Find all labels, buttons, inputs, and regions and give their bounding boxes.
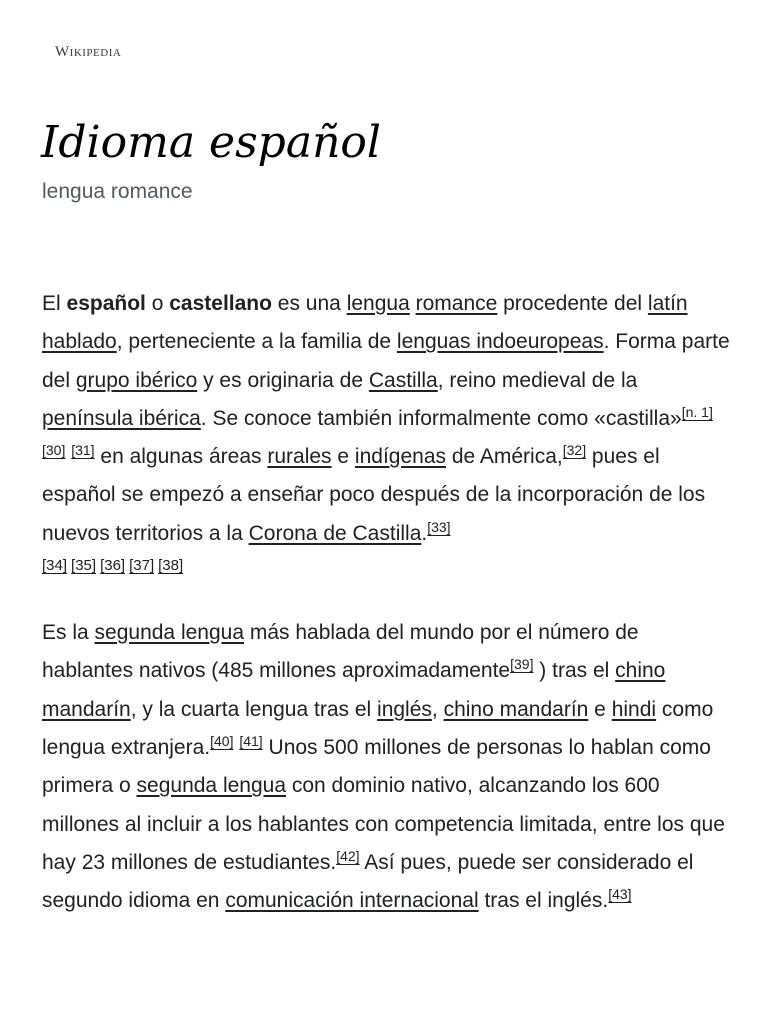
text: Unos 500 millones de personas lo hablan como primera o [42, 735, 711, 798]
text: . Se conoce también informalmente como «castilla» [200, 406, 682, 430]
reference-41[interactable] [239, 733, 262, 749]
reference-37[interactable]: [37] [129, 557, 155, 575]
reference-32[interactable] [563, 442, 586, 458]
text: . [421, 521, 428, 545]
article-body [42, 285, 732, 957]
bold-term-espanol: español [66, 292, 146, 315]
link-indigenas[interactable]: indígenas [354, 445, 446, 469]
link-romance[interactable]: romance [415, 292, 498, 315]
link-rurales[interactable]: rurales [267, 445, 332, 469]
text: en algunas áreas [94, 445, 268, 469]
link-latin-hablado[interactable]: latín hablado [42, 292, 688, 354]
paragraph-2 [42, 614, 732, 920]
link-segunda-lengua-2[interactable]: segunda lengua [136, 774, 287, 798]
text: . Forma parte del [42, 330, 730, 392]
text: e [588, 697, 612, 721]
text: Así pues, puede ser considerado el segundo idioma en [42, 850, 694, 913]
text: de América, [446, 445, 563, 469]
text: tras el inglés. [478, 889, 609, 913]
reference-33[interactable] [427, 519, 450, 535]
trailing-references [42, 555, 732, 577]
link-castilla[interactable]: Castilla [368, 368, 438, 392]
reference-link[interactable]: [39] [510, 656, 534, 673]
text: , perteneciente a la familia de [116, 330, 397, 354]
text: pues el español se empezó a enseñar poco después de la incorporación de los nuevos territorios a la [42, 445, 706, 545]
text: , [431, 697, 444, 721]
reference-link[interactable]: [30] [42, 442, 66, 459]
link-ingles[interactable]: inglés [377, 697, 432, 721]
reference-42[interactable] [336, 848, 359, 864]
reference-link[interactable]: [42] [336, 847, 360, 864]
text: El [42, 292, 67, 315]
reference-link[interactable]: [31] [71, 442, 95, 459]
reference-link[interactable]: [33] [427, 518, 451, 535]
link-chino-mandarin-2[interactable]: chino mandarín [443, 697, 589, 721]
text: e [331, 445, 355, 469]
link-peninsula-iberica[interactable]: península ibérica [42, 406, 201, 430]
reference-link[interactable]: [43] [608, 886, 632, 903]
text: es una [271, 292, 347, 315]
text: como lengua extranjera. [42, 697, 714, 759]
link-lenguas-indoeuropeas[interactable]: lenguas indoeuropeas [396, 330, 604, 354]
text: más hablada del mundo por el número de hablantes nativos (485 millones aproximadamente [42, 621, 639, 683]
link-grupo-iberico[interactable]: grupo ibérico [75, 368, 198, 392]
reference-43[interactable] [608, 886, 631, 902]
text: , reino medieval de la [437, 368, 638, 392]
reference-31[interactable] [71, 442, 94, 458]
link-corona-de-castilla[interactable]: Corona de Castilla [248, 521, 422, 545]
reference-38[interactable]: [38] [158, 557, 184, 575]
reference-39[interactable] [510, 656, 533, 672]
text: Es la [42, 621, 95, 645]
text: con dominio nativo, alcanzando los 600 millones al incluir a los hablantes con competencia limitada, entre los que hay 23 millones de estudiantes. [42, 774, 725, 874]
link-hindi[interactable]: hindi [611, 697, 657, 721]
link-comunicacion-internacional[interactable]: comunicación internacional [225, 889, 479, 913]
reference-link[interactable]: [32] [562, 442, 587, 459]
reference-link[interactable]: [n. 1] [681, 403, 713, 420]
paragraph-1 [42, 285, 732, 577]
bold-term-castellano: castellano [169, 292, 272, 315]
text: ) tras el [533, 659, 616, 683]
page-subtitle: lengua romance [42, 180, 193, 203]
page-title: Idioma español [41, 117, 381, 168]
wikipedia-wordmark[interactable]: Wikipedia [55, 44, 122, 60]
reference-35[interactable]: [35] [71, 557, 97, 575]
text: y es originaria de [197, 368, 369, 392]
reference-36[interactable]: [36] [100, 557, 126, 575]
reference-note-1[interactable] [682, 404, 713, 420]
text: , y la cuarta lengua tras el [130, 697, 378, 721]
reference-link[interactable]: [41] [239, 732, 263, 749]
text: o [145, 292, 170, 315]
reference-link[interactable]: [40] [210, 732, 234, 749]
link-segunda-lengua[interactable]: segunda lengua [94, 621, 245, 645]
reference-34[interactable]: [34] [42, 557, 68, 575]
link-lengua[interactable]: lengua [346, 292, 410, 315]
text: procedente del [497, 292, 648, 315]
reference-30[interactable] [42, 442, 65, 458]
reference-40[interactable] [210, 733, 233, 749]
link-chino-mandarin[interactable]: chino mandarín [42, 659, 666, 721]
